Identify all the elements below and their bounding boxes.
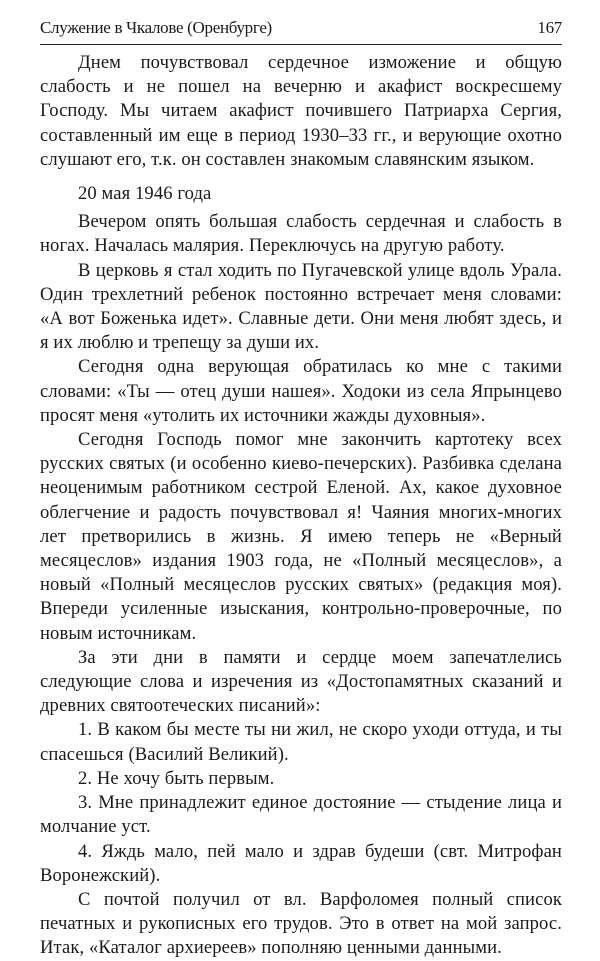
running-header [40,18,562,45]
paragraph: За эти дни в памяти и сердце моем запечатлелись следующие слова и изречения из «Достопамятных сказаний и древних святоотеческих писаний»: [40,646,562,717]
quote-item: 4. Яждь мало, пей мало и здрав будеши (свт. Митрофан Воронежский). [40,840,562,886]
date-heading: 20 мая 1946 года [78,183,212,205]
page-number: 167 [537,18,562,37]
paragraph: Днем почувствовал сердечное изможение и общую слабость и не пошел на вечерню и акафист воскресшему Господу. Мы читаем акафист почившего Патриарха Сергия, составленный им еще в период 1930–33 гг., и верующие охотно слушают его, т.к. он составлен знакомым славянским языком. [40,52,562,170]
page-body [40,51,562,961]
quote-item: 1. В каком бы месте ты ни жил, не скоро уходи оттуда, и ты спасешься (Василий Великий). [40,719,562,765]
quote-item: 3. Мне принадлежит единое достояние — стыдение лица и молчание уст. [40,792,562,838]
paragraph: Вечером опять большая слабость сердечная и слабость в ногах. Началась малярия. Переключусь на другую работу. [40,211,562,257]
book-page [40,18,562,961]
chapter-title: Служение в Чкалове (Оренбурге) [40,18,272,37]
paragraph: Сегодня одна верующая обратилась ко мне с такими словами: «Ты — отец души нашея». Ходоки из села Япрынцево просят меня «утолить их источники жажды духовныя». [40,356,562,426]
paragraph: С почтой получил от вл. Варфоломея полный список печатных и рукописных его трудов. Это в ответ на мой запрос. Итак, «Каталог архиереев» пополняю ценными данными. [40,888,562,959]
paragraph: Сегодня Господь помог мне закончить картотеку всех русских святых (и особенно киево-печерских). Разбивка сделана неоценимым работником сестрой Еленой. Ах, какое духовное облегчение и радость почувствовал я! Чаяния многих-многих лет претворились в жизнь. Я имею теперь не «Верный месяцеслов» издания 1903 года, не «Полный месяцеслов», а новый «Полный месяцеслов русских святых» (редакция моя). Впереди усиленные изыскания, контрольно-проверочные, по новым источникам. [40,429,562,644]
quote-item: 2. Не хочу быть первым. [78,767,275,789]
paragraph: В церковь я стал ходить по Пугачевской улице вдоль Урала. Один трехлетний ребенок постоянно встречает меня словами: «А вот Боженька идет». Славные дети. Они меня любят здесь, и я их люблю и трепещу за души их. [40,259,562,354]
